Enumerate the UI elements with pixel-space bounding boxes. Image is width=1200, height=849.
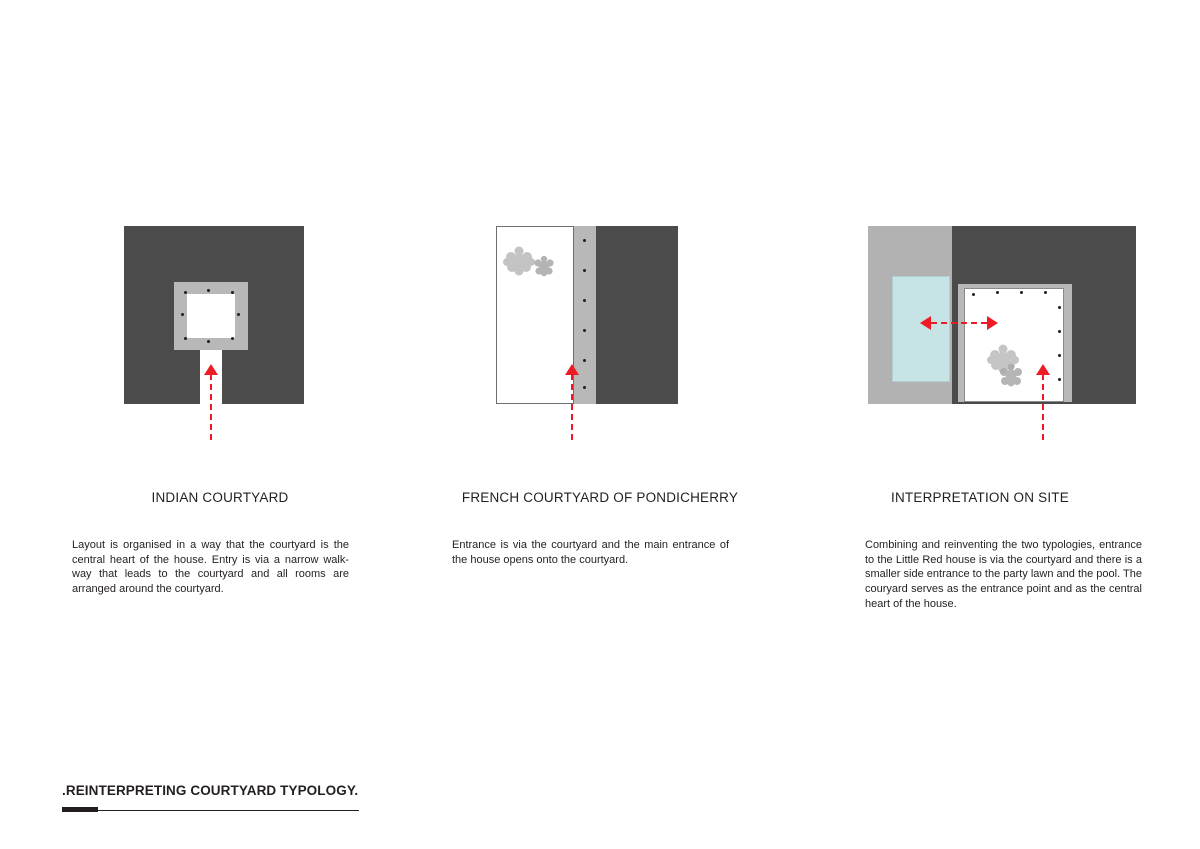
courtyard-ring — [174, 282, 248, 350]
diagram-french-courtyard — [420, 226, 780, 456]
column-dot — [184, 291, 187, 294]
arrow-stem — [210, 374, 212, 440]
building-mass — [596, 226, 678, 404]
panel-indian-courtyard — [40, 0, 400, 849]
column-dot — [184, 337, 187, 340]
footer-rule-thin — [62, 810, 359, 811]
sheet-footer — [62, 783, 482, 798]
column-dot — [237, 313, 240, 316]
sheet-title: .REINTERPRETING COURTYARD TYPOLOGY. — [62, 783, 359, 798]
column-dot — [972, 293, 975, 296]
panel-caption: INTERPRETATION ON SITE — [891, 490, 1069, 505]
column-dot — [1058, 354, 1061, 357]
arrow-stem — [571, 374, 573, 440]
panel-french-courtyard — [420, 0, 780, 849]
shrub-icon — [998, 362, 1024, 388]
column-dot — [996, 291, 999, 294]
column-dot — [583, 329, 586, 332]
column-dot — [207, 289, 210, 292]
arrow-stem — [931, 322, 987, 324]
footer-rule-thick — [62, 807, 98, 812]
panel-interpretation-on-site — [800, 0, 1160, 849]
column-dot — [181, 313, 184, 316]
arrow-stem — [1042, 374, 1044, 440]
column-dot — [583, 299, 586, 302]
entry-arrow — [204, 364, 218, 440]
column-dot — [1058, 306, 1061, 309]
column-dot — [207, 340, 210, 343]
column-dot — [1058, 330, 1061, 333]
panel-caption: INDIAN COURTYARD — [151, 490, 289, 505]
column-dot — [231, 291, 234, 294]
arrow-head-icon — [920, 316, 931, 330]
diagram-interpretation-on-site — [800, 226, 1160, 456]
entry-arrow — [565, 364, 579, 440]
diagram-indian-courtyard — [40, 226, 400, 456]
panel-description: Combining and reinventing the two typologies, entrance to the Little Red house is via the courtyard and there is a smaller side entrance to the party lawn and the pool. The couryard serves as the entrance point and as the central heart of the house. — [865, 539, 1142, 610]
column-dot — [231, 337, 234, 340]
panel-caption: FRENCH COURTYARD OF PONDICHERRY — [461, 490, 739, 505]
shrub-icon — [502, 244, 536, 278]
entry-arrow — [1036, 364, 1050, 440]
courtyard-void — [187, 294, 235, 338]
column-dot — [583, 359, 586, 362]
column-dot — [583, 386, 586, 389]
side-entrance-arrow — [920, 316, 998, 330]
panel-description: Entrance is via the courtyard and the main entrance of the house opens onto the courtyard. — [452, 539, 729, 566]
column-dot — [1044, 291, 1047, 294]
panel-description: Layout is organised in a way that the courtyard is the central heart of the house. Entry is via a narrow walk-way that leads to the courtyard and all rooms are arranged around the courtyard. — [72, 539, 349, 596]
column-dot — [1058, 378, 1061, 381]
arrow-head-icon — [987, 316, 998, 330]
shrub-icon — [532, 254, 556, 278]
column-dot — [1020, 291, 1023, 294]
column-dot — [583, 269, 586, 272]
column-dot — [583, 239, 586, 242]
